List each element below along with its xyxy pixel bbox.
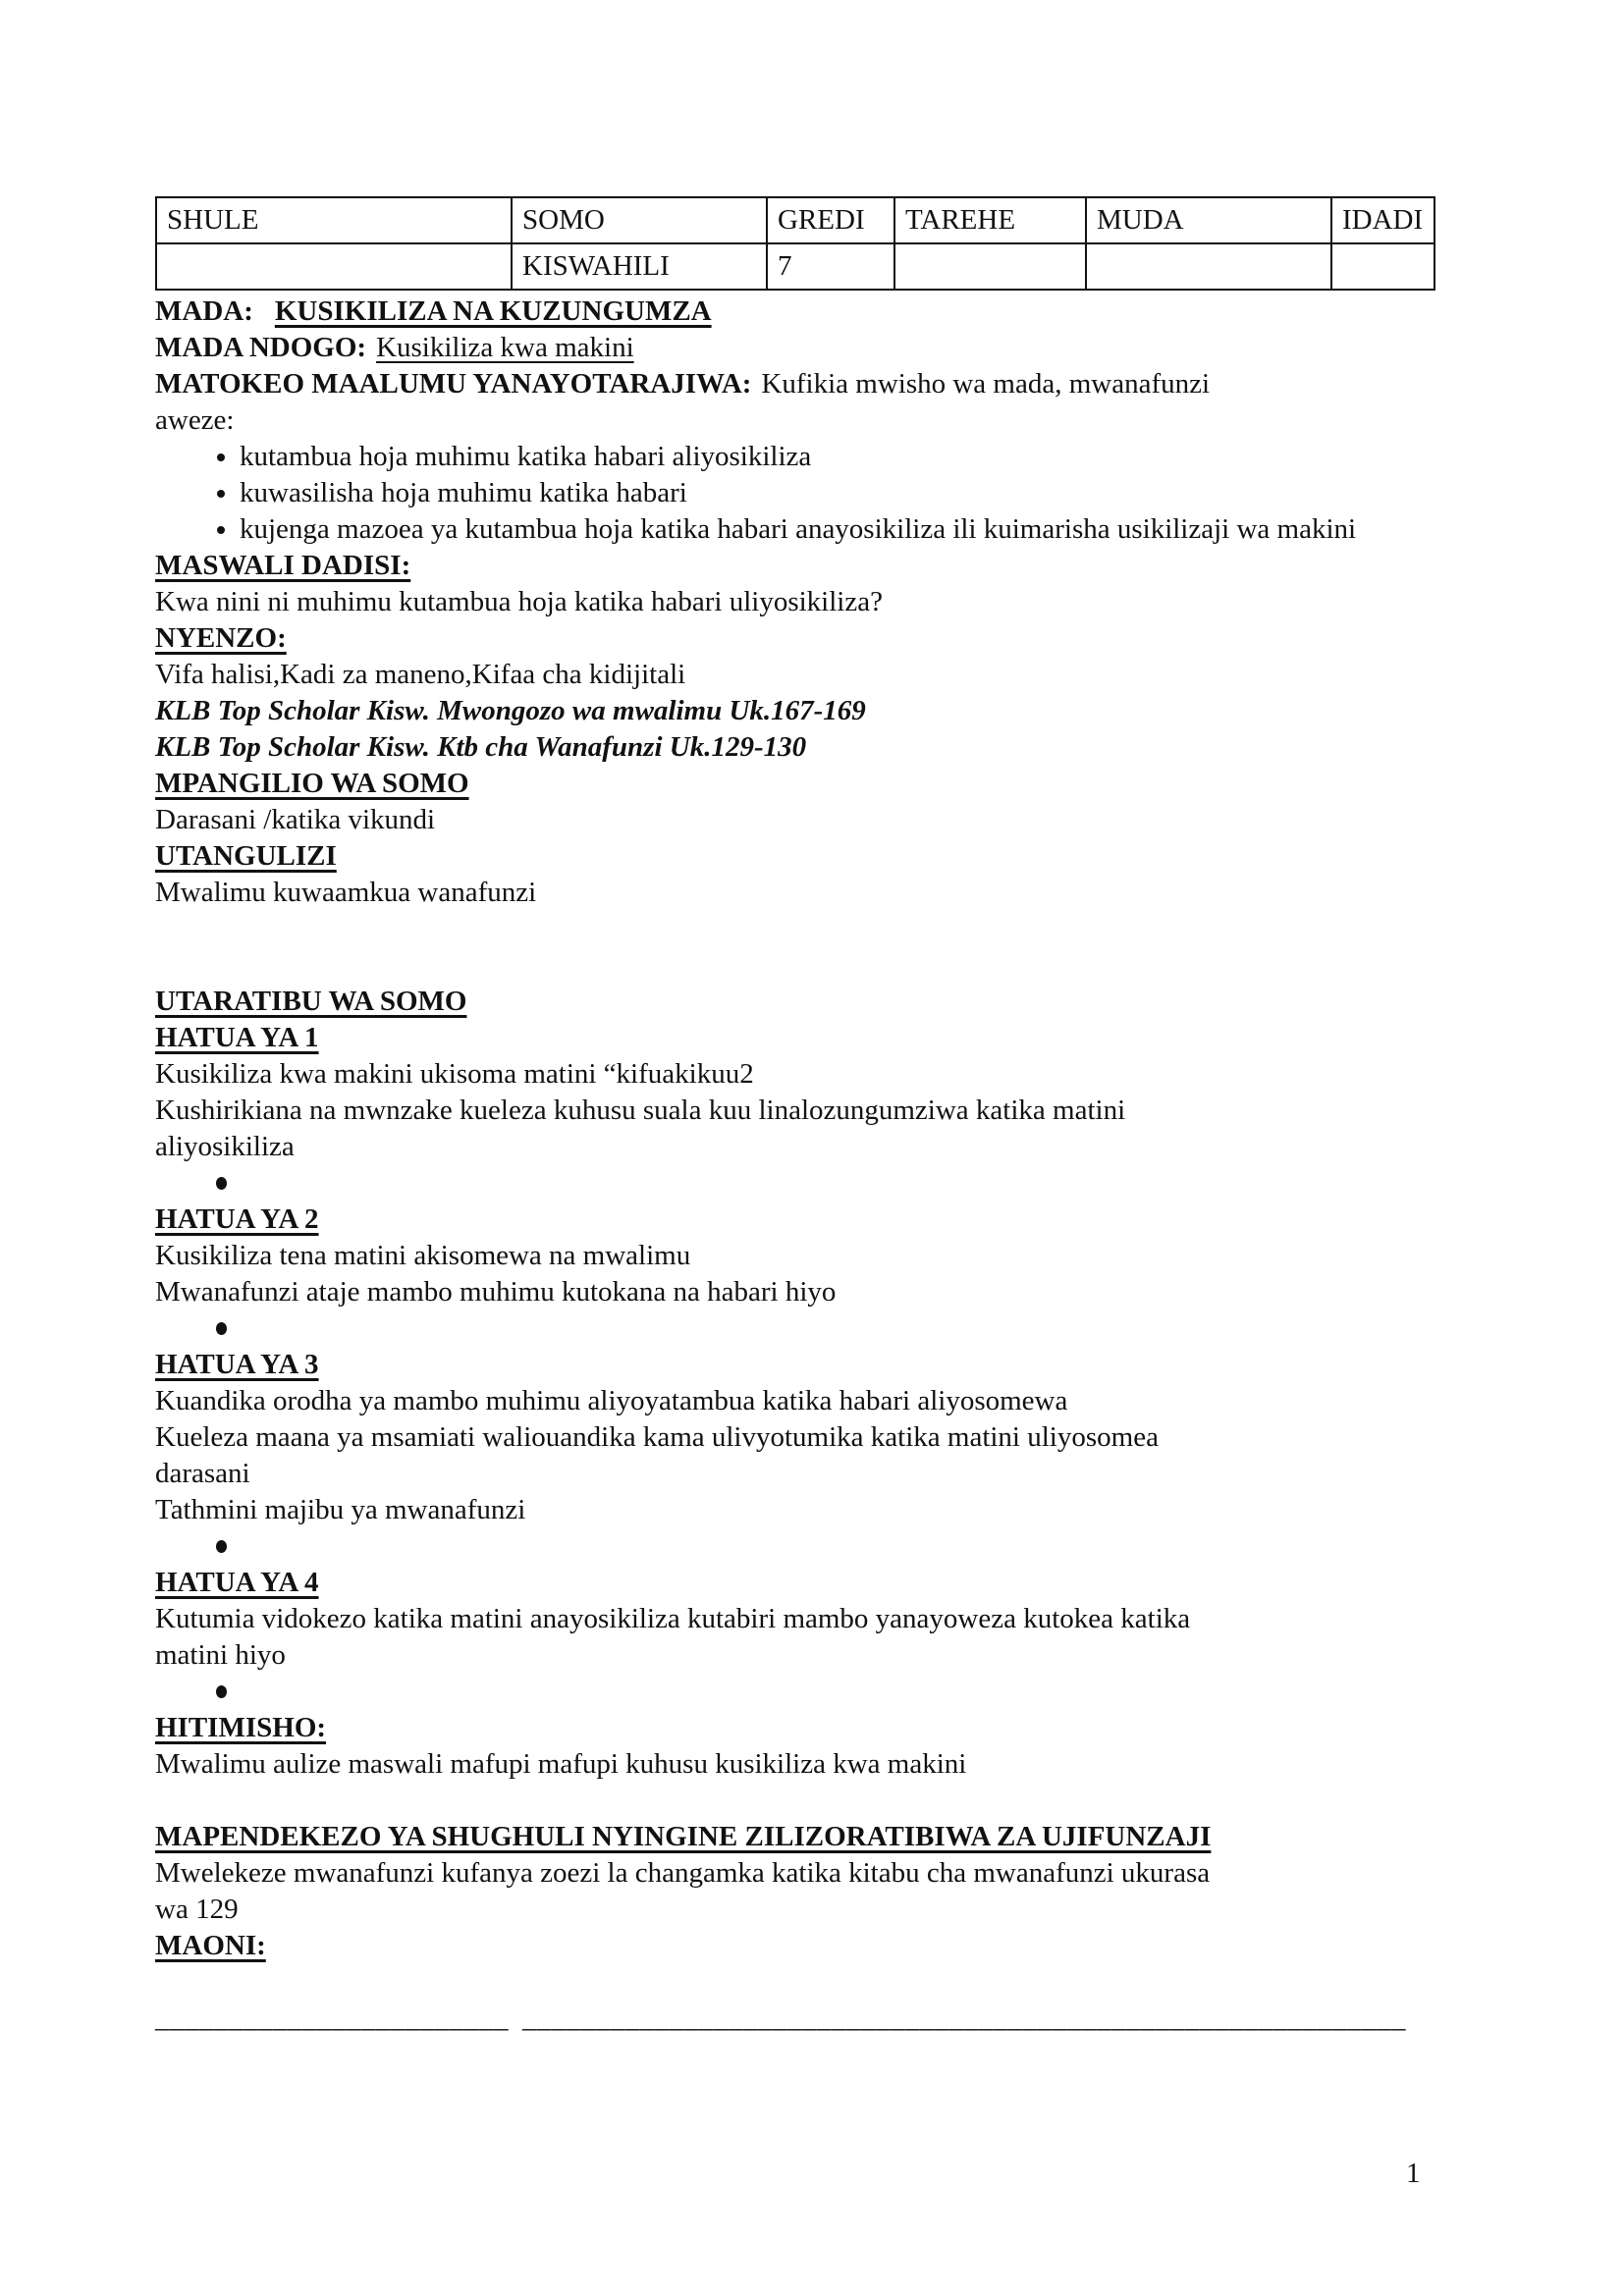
mpangilio-text: Darasani /katika vikundi [155, 804, 436, 835]
reference-2: KLB Top Scholar Kisw. Ktb cha Wanafunzi Uk.129-130 [155, 731, 807, 763]
hitimisho-text: Mwalimu aulize maswali mafupi mafupi kuhusu kusikiliza kwa makini [155, 1748, 967, 1780]
hatua-3-text: Kuandika orodha ya mambo muhimu aliyoyatambua katika habari aliyosomewa [155, 1385, 1068, 1416]
cell-idadi [1331, 243, 1435, 290]
bullet-line [155, 1674, 1463, 1710]
header-tarehe: TAREHE [894, 197, 1086, 243]
section-spacer [155, 911, 1463, 984]
list-item: • kujenga mazoea ya kutambua hoja katika habari anayosikiliza ili kuimarisha usikilizaji wa makini [240, 511, 1398, 548]
mapendekezo-text-1: Mwelekeze mwanafunzi kufanya zoezi la changamka katika kitabu cha mwanafunzi ukurasa [155, 1857, 1211, 1889]
bullet-dot [216, 1540, 227, 1553]
utangulizi-text: Mwalimu kuwaamkua wanafunzi [155, 877, 537, 908]
mada-ndogo-value: Kusikiliza kwa makini [376, 332, 634, 363]
hitimisho-heading: HITIMISHO: [155, 1712, 327, 1743]
matokeo-text-1: Kufikia mwisho wa mada, mwanafunzi [761, 368, 1211, 400]
list-item: • kuwasilisha hoja muhimu katika habari [240, 475, 1398, 511]
nyenzo-heading: NYENZO: [155, 622, 287, 654]
cell-muda [1086, 243, 1331, 290]
bullet-line [155, 1528, 1463, 1565]
hatua-3-text: Kueleza maana ya msamiati waliouandika kama ulivyotumika katika matini uliyosomea [155, 1421, 1159, 1453]
maswali-dadisi-text: Kwa nini ni muhimu kutambua hoja katika habari uliyosikiliza? [155, 586, 883, 617]
matokeo-text-2: aweze: [155, 404, 235, 436]
list-item: • kutambua hoja muhimu katika habari aliyosikiliza [240, 439, 1398, 475]
hatua-4-text: Kutumia vidokezo katika matini anayosikiliza kutabiri mambo yanayoweza kutokea katika [155, 1603, 1191, 1634]
table-header-row [156, 197, 1435, 243]
objectives-list [155, 439, 1398, 548]
hatua-3-heading: HATUA YA 3 [155, 1349, 319, 1380]
hatua-3-text: Tathmini majibu ya mwanafunzi [155, 1494, 526, 1525]
document-content [155, 196, 1463, 2037]
hatua-3-text: darasani [155, 1458, 250, 1489]
matokeo-line-1 [155, 366, 1463, 402]
reference-1: KLB Top Scholar Kisw. Mwongozo wa mwalimu Uk.167-169 [155, 695, 866, 726]
cell-gredi: 7 [767, 243, 894, 290]
header-shule: SHULE [156, 197, 512, 243]
cell-somo: KISWAHILI [512, 243, 767, 290]
bullet-dot [216, 1322, 227, 1335]
mada-value: KUSIKILIZA NA KUZUNGUMZA [274, 295, 712, 327]
cell-tarehe [894, 243, 1086, 290]
mada-ndogo-line [155, 330, 1463, 366]
utangulizi-heading: UTANGULIZI [155, 840, 337, 872]
maoni-blank-line [155, 2001, 1463, 2037]
bullet-line [155, 1310, 1463, 1347]
mada-label: MADA: [155, 295, 253, 327]
maoni-heading: MAONI: [155, 1930, 266, 1961]
section-spacer [155, 1964, 1463, 2001]
header-somo: SOMO [512, 197, 767, 243]
matokeo-label: MATOKEO MAALUMU YANAYOTARAJIWA: [155, 368, 752, 400]
hatua-4-heading: HATUA YA 4 [155, 1567, 319, 1598]
hatua-1-heading: HATUA YA 1 [155, 1022, 319, 1053]
hatua-4-text: matini hiyo [155, 1639, 286, 1671]
matokeo-line-2 [155, 402, 1463, 439]
lesson-info-table [155, 196, 1435, 291]
maswali-dadisi-heading: MASWALI DADISI: [155, 550, 411, 581]
cell-shule [156, 243, 512, 290]
header-gredi: GREDI [767, 197, 894, 243]
hatua-1-text: Kusikiliza kwa makini ukisoma matini “kifuakikuu2 [155, 1058, 754, 1090]
utaratibu-heading: UTARATIBU WA SOMO [155, 986, 467, 1017]
header-muda: MUDA [1086, 197, 1331, 243]
mpangilio-heading: MPANGILIO WA SOMO [155, 768, 469, 799]
section-spacer [155, 1783, 1463, 1819]
mapendekezo-heading: MAPENDEKEZO YA SHUGHULI NYINGINE ZILIZORATIBIWA ZA UJIFUNZAJI [155, 1821, 1212, 1852]
mapendekezo-text-2: wa 129 [155, 1894, 239, 1925]
header-idadi: IDADI [1331, 197, 1435, 243]
bullet-dot [216, 1177, 227, 1190]
hatua-2-heading: HATUA YA 2 [155, 1203, 319, 1235]
hatua-2-text: Mwanafunzi ataje mambo muhimu kutokana na habari hiyo [155, 1276, 837, 1308]
bullet-line [155, 1165, 1463, 1201]
bullet-dot [216, 1685, 227, 1698]
blank-underscore-segment: ____________________________________________________________ [522, 2002, 1406, 2034]
table-value-row [156, 243, 1435, 290]
hatua-2-text: Kusikiliza tena matini akisomewa na mwalimu [155, 1240, 691, 1271]
mada-ndogo-label: MADA NDOGO: [155, 332, 367, 363]
hatua-1-text: aliyosikiliza [155, 1131, 295, 1162]
blank-underscore-segment: ________________________ [155, 2002, 509, 2034]
page-number: 1 [1406, 2158, 1421, 2189]
hatua-1-text: Kushirikiana na mwnzake kueleza kuhusu suala kuu linalozungumziwa katika matini [155, 1095, 1126, 1126]
nyenzo-text: Vifa halisi,Kadi za maneno,Kifaa cha kidijitali [155, 659, 686, 690]
mada-line [155, 294, 1463, 330]
